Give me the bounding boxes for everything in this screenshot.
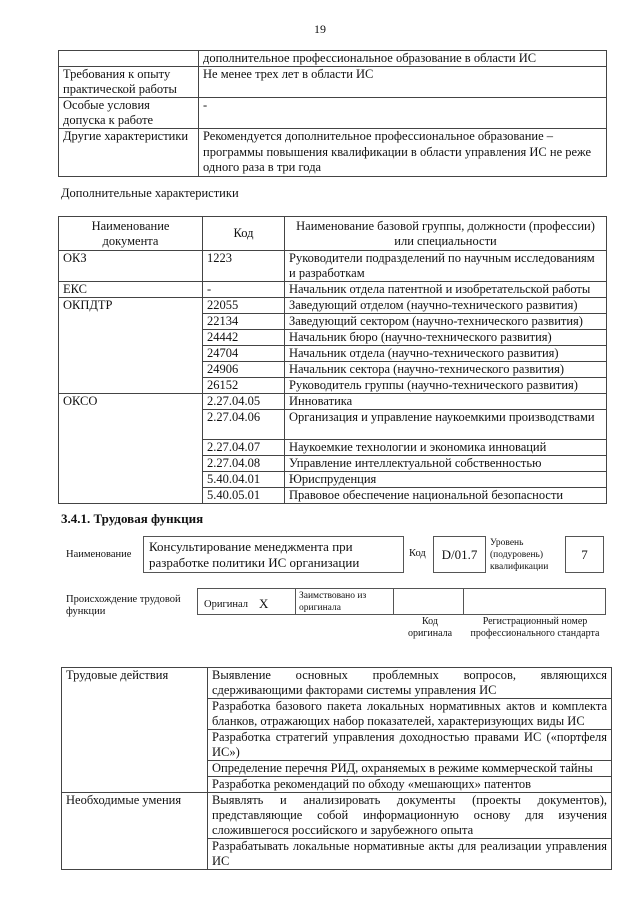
row-label: Требования к опыту практической работы xyxy=(59,67,199,98)
table-row xyxy=(59,394,607,410)
table-row xyxy=(59,282,607,298)
position-name: Юриспруденция xyxy=(285,472,607,488)
original-label: Оригинал xyxy=(204,599,248,610)
header-code: Код xyxy=(203,217,285,251)
origin-divider-2 xyxy=(393,588,394,615)
table-row xyxy=(59,51,607,67)
code: 2.27.04.05 xyxy=(203,394,285,410)
function-code-box xyxy=(433,536,486,573)
labor-actions-table xyxy=(61,667,612,870)
position-name: Начальник отдела патентной и изобретательской работы xyxy=(285,282,607,298)
position-name: Заведующий сектором (научно-технического развития) xyxy=(285,314,607,330)
origin-divider-1 xyxy=(295,588,296,615)
code: 2.27.04.08 xyxy=(203,456,285,472)
code: 22134 xyxy=(203,314,285,330)
table-row xyxy=(59,98,607,129)
function-name-label: Наименование xyxy=(66,549,132,560)
skill-item: Разрабатывать локальные нормативные акты для реализации управления ИС xyxy=(208,839,612,870)
qualification-level-label: Уровень (подуровень) квалификации xyxy=(490,538,549,572)
skill-item: Выявлять и анализировать документы (проекты документов), представляющие собой информационную основу для изучения сложившегося российского и зарубежного опыта xyxy=(208,793,612,839)
code: 2.27.04.06 xyxy=(203,410,285,440)
row-value: дополнительное профессиональное образование в области ИС xyxy=(199,51,607,67)
position-name: Заведующий отделом (научно-технического развития) xyxy=(285,298,607,314)
code: 24906 xyxy=(203,362,285,378)
origin-label: Происхождение трудовой функции xyxy=(66,594,181,617)
code: 5.40.05.01 xyxy=(203,488,285,504)
function-code-label: Код xyxy=(409,548,426,559)
original-code-caption: Код оригинала xyxy=(407,616,453,639)
code: 5.40.04.01 xyxy=(203,472,285,488)
code: 26152 xyxy=(203,378,285,394)
code: - xyxy=(203,282,285,298)
doc-name: ЕКС xyxy=(59,282,203,298)
doc-name: ОКЗ xyxy=(59,251,203,282)
function-code-value: D/01.7 xyxy=(441,546,478,562)
origin-divider-3 xyxy=(463,588,464,615)
code: 24442 xyxy=(203,330,285,346)
reg-number-caption: Регистрационный номер профессионального стандарта xyxy=(470,616,600,639)
additional-characteristics-table xyxy=(58,216,607,504)
labor-action-item: Разработка стратегий управления доходностью правами ИС («портфеля ИС») xyxy=(208,730,612,761)
position-name: Начальник сектора (научно-технического развития) xyxy=(285,362,607,378)
table-row xyxy=(62,793,612,839)
position-name: Организация и управление наукоемкими производствами xyxy=(285,410,607,440)
row-value: Рекомендуется дополнительное профессиональное образование – программы повышения квалификации в области управления ИС не реже одного раза в три года xyxy=(199,129,607,177)
qualification-level-value: 7 xyxy=(581,546,588,562)
row-value: - xyxy=(199,98,607,129)
code: 2.27.04.07 xyxy=(203,440,285,456)
table-row xyxy=(62,668,612,699)
row-label: Особые условия допуска к работе xyxy=(59,98,199,129)
header-name: Наименование базовой группы, должности (профессии) или специальности xyxy=(285,217,607,251)
labor-actions-label: Трудовые действия xyxy=(62,668,208,793)
position-name: Наукоемкие технологии и экономика инноваций xyxy=(285,440,607,456)
doc-name: ОКСО xyxy=(59,394,203,504)
code: 22055 xyxy=(203,298,285,314)
labor-action-item: Определение перечня РИД, охраняемых в режиме коммерческой тайны xyxy=(208,761,612,777)
table-row xyxy=(59,67,607,98)
section-title-additional: Дополнительные характеристики xyxy=(61,186,239,200)
position-name: Начальник отдела (научно-технического развития) xyxy=(285,346,607,362)
borrowed-label: Заимствовано из оригинала xyxy=(299,591,367,613)
function-name-value: Консультирование менеджмента при разработке политики ИС организации xyxy=(149,539,360,570)
code: 24704 xyxy=(203,346,285,362)
table-row xyxy=(59,251,607,282)
header-document: Наименование документа xyxy=(59,217,203,251)
doc-name: ОКПДТР xyxy=(59,298,203,394)
position-name: Руководители подразделений по научным исследованиям и разработкам xyxy=(285,251,607,282)
table-row xyxy=(59,298,607,314)
code: 1223 xyxy=(203,251,285,282)
row-value: Не менее трех лет в области ИС xyxy=(199,67,607,98)
labor-action-item: Выявление основных проблемных вопросов, являющихся сдерживающими факторами системы управления ИС xyxy=(208,668,612,699)
row-label: Другие характеристики xyxy=(59,129,199,177)
position-name: Управление интеллектуальной собственностью xyxy=(285,456,607,472)
qualification-level-box xyxy=(565,536,604,573)
qualifications-table xyxy=(58,50,607,177)
row-label xyxy=(59,51,199,67)
position-name: Инноватика xyxy=(285,394,607,410)
original-mark: X xyxy=(259,596,269,611)
skills-label: Необходимые умения xyxy=(62,793,208,870)
table-header-row xyxy=(59,217,607,251)
table-row xyxy=(59,129,607,177)
position-name: Правовое обеспечение национальной безопасности xyxy=(285,488,607,504)
position-name: Руководитель группы (научно-технического развития) xyxy=(285,378,607,394)
labor-action-item: Разработка базового пакета локальных нормативных актов и комплекта бланков, отражающих набор показателей, характеризующих виды ИС xyxy=(208,699,612,730)
position-name: Начальник бюро (научно-технического развития) xyxy=(285,330,607,346)
labor-action-item: Разработка рекомендаций по обходу «мешающих» патентов xyxy=(208,777,612,793)
function-name-box xyxy=(143,536,404,573)
function-heading: 3.4.1. Трудовая функция xyxy=(61,511,204,526)
page-number: 19 xyxy=(314,22,326,36)
